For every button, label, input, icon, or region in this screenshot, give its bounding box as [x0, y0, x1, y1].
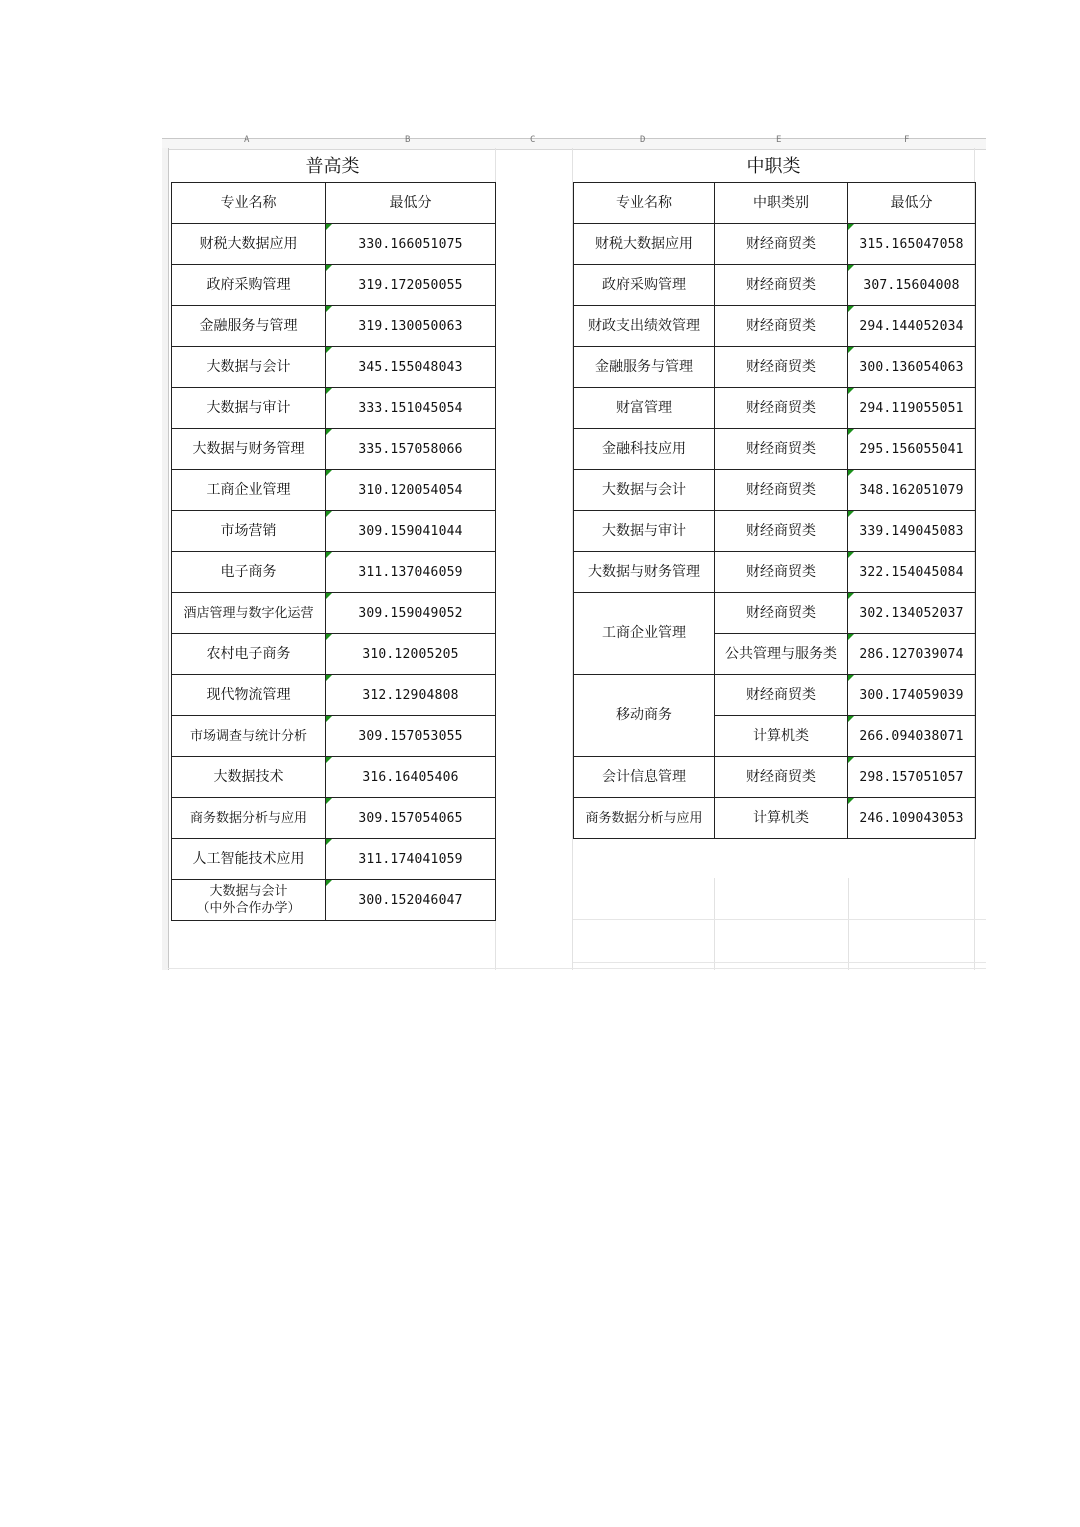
min-score-cell[interactable]: 266.094038071 [848, 716, 976, 757]
major-name-cell[interactable]: 现代物流管理 [172, 675, 326, 716]
header-major-name: 专业名称 [574, 183, 715, 224]
table-row [172, 511, 496, 552]
major-name-cell[interactable]: 工商企业管理 [172, 470, 326, 511]
header-min-score: 最低分 [848, 183, 976, 224]
right-table-body [574, 183, 976, 839]
major-name-cell[interactable]: 大数据与财务管理 [574, 552, 715, 593]
major-name-cell[interactable]: 大数据与财务管理 [172, 429, 326, 470]
min-score-cell[interactable]: 310.12005205 [326, 634, 496, 675]
left-table-title: 普高类 [305, 156, 360, 177]
right-table-title: 中职类 [746, 156, 801, 177]
column-letter-e[interactable]: E [776, 135, 782, 145]
table-row [574, 757, 976, 798]
min-score-cell[interactable]: 300.152046047 [326, 880, 496, 921]
category-cell[interactable]: 财经商贸类 [715, 388, 848, 429]
category-cell[interactable]: 财经商贸类 [715, 593, 848, 634]
category-cell[interactable]: 计算机类 [715, 716, 848, 757]
major-name-cell[interactable]: 财富管理 [574, 388, 715, 429]
grid-line [848, 878, 849, 970]
table-row [172, 675, 496, 716]
min-score-cell[interactable]: 330.166051075 [326, 224, 496, 265]
major-name-cell[interactable]: 市场调查与统计分析 [172, 716, 326, 757]
major-name-cell[interactable]: 电子商务 [172, 552, 326, 593]
major-name-cell[interactable]: 市场营销 [172, 511, 326, 552]
table-row [574, 675, 976, 716]
table-row [172, 593, 496, 634]
grid-line [714, 878, 715, 970]
min-score-cell[interactable]: 345.155048043 [326, 347, 496, 388]
column-header-bar [162, 138, 986, 150]
min-score-cell[interactable]: 311.174041059 [326, 839, 496, 880]
major-name-cell[interactable]: 政府采购管理 [574, 265, 715, 306]
table-row [574, 306, 976, 347]
major-name-cell[interactable]: 人工智能技术应用 [172, 839, 326, 880]
left-table-body [172, 183, 496, 921]
category-cell[interactable]: 财经商贸类 [715, 511, 848, 552]
major-name-cell[interactable]: 大数据与会计 （中外合作办学） [172, 880, 326, 921]
min-score-cell[interactable]: 316.16405406 [326, 757, 496, 798]
major-name-cell[interactable]: 金融服务与管理 [574, 347, 715, 388]
table-row [172, 429, 496, 470]
category-cell[interactable]: 公共管理与服务类 [715, 634, 848, 675]
min-score-cell[interactable]: 295.156055041 [848, 429, 976, 470]
row-header-bar [162, 148, 169, 970]
table-row [172, 388, 496, 429]
table-row [574, 511, 976, 552]
major-name-cell[interactable]: 农村电子商务 [172, 634, 326, 675]
table-row [574, 552, 976, 593]
major-name-cell[interactable]: 金融科技应用 [574, 429, 715, 470]
major-name-cell[interactable]: 大数据技术 [172, 757, 326, 798]
major-name-cell[interactable]: 财税大数据应用 [574, 224, 715, 265]
column-letter-f[interactable]: F [904, 135, 910, 145]
grid-line [573, 919, 986, 920]
column-letter-a[interactable]: A [244, 135, 250, 145]
min-score-cell[interactable]: 309.157053055 [326, 716, 496, 757]
grid-line [168, 968, 986, 969]
table-row [172, 798, 496, 839]
min-score-cell[interactable]: 307.15604008 [848, 265, 976, 306]
table-row [574, 798, 976, 839]
major-name-cell[interactable]: 酒店管理与数字化运营 [172, 593, 326, 634]
min-score-cell[interactable]: 298.157051057 [848, 757, 976, 798]
table-row [574, 224, 976, 265]
category-cell[interactable]: 财经商贸类 [715, 306, 848, 347]
column-letter-b[interactable]: B [405, 135, 411, 145]
header-major-name: 专业名称 [172, 183, 326, 224]
category-cell[interactable]: 财经商贸类 [715, 757, 848, 798]
category-cell[interactable]: 财经商贸类 [715, 265, 848, 306]
category-cell[interactable]: 财经商贸类 [715, 429, 848, 470]
table-header-row [172, 183, 496, 224]
right-score-table [573, 182, 976, 839]
table-row [172, 880, 496, 921]
category-cell[interactable]: 计算机类 [715, 798, 848, 839]
min-score-cell[interactable]: 300.174059039 [848, 675, 976, 716]
major-name-cell[interactable]: 政府采购管理 [172, 265, 326, 306]
min-score-cell[interactable]: 319.172050055 [326, 265, 496, 306]
major-name-cell[interactable]: 大数据与会计 [172, 347, 326, 388]
category-cell[interactable]: 财经商贸类 [715, 470, 848, 511]
table-row [172, 757, 496, 798]
table-row [574, 593, 976, 634]
min-score-cell[interactable]: 309.157054065 [326, 798, 496, 839]
major-name-cell[interactable]: 大数据与审计 [172, 388, 326, 429]
min-score-cell[interactable]: 339.149045083 [848, 511, 976, 552]
min-score-cell[interactable]: 310.120054054 [326, 470, 496, 511]
min-score-cell[interactable]: 309.159041044 [326, 511, 496, 552]
spreadsheet [162, 135, 986, 972]
min-score-cell[interactable]: 300.136054063 [848, 347, 976, 388]
major-name-cell[interactable]: 大数据与会计 [574, 470, 715, 511]
min-score-cell[interactable]: 294.144052034 [848, 306, 976, 347]
table-row [172, 306, 496, 347]
min-score-cell[interactable]: 312.12904808 [326, 675, 496, 716]
left-score-table [171, 182, 496, 921]
table-row [574, 347, 976, 388]
min-score-cell[interactable]: 333.151045054 [326, 388, 496, 429]
major-name-cell[interactable]: 会计信息管理 [574, 757, 715, 798]
table-row [574, 429, 976, 470]
major-name-cell[interactable]: 财政支出绩效管理 [574, 306, 715, 347]
min-score-cell[interactable]: 348.162051079 [848, 470, 976, 511]
table-row [172, 716, 496, 757]
major-name-cell[interactable]: 移动商务 [574, 675, 715, 757]
header-min-score: 最低分 [326, 183, 496, 224]
major-name-cell[interactable]: 工商企业管理 [574, 593, 715, 675]
table-row [172, 470, 496, 511]
category-cell[interactable]: 财经商贸类 [715, 675, 848, 716]
min-score-cell[interactable]: 319.130050063 [326, 306, 496, 347]
table-header-row [574, 183, 976, 224]
table-row [172, 347, 496, 388]
table-row [574, 470, 976, 511]
min-score-cell[interactable]: 246.109043053 [848, 798, 976, 839]
table-row [574, 265, 976, 306]
major-name-cell[interactable]: 商务数据分析与应用 [574, 798, 715, 839]
table-row [172, 634, 496, 675]
min-score-cell[interactable]: 309.159049052 [326, 593, 496, 634]
major-name-cell[interactable]: 商务数据分析与应用 [172, 798, 326, 839]
grid-line [573, 962, 986, 963]
table-row [172, 552, 496, 593]
table-row [172, 839, 496, 880]
min-score-cell[interactable]: 294.119055051 [848, 388, 976, 429]
min-score-cell[interactable]: 302.134052037 [848, 593, 976, 634]
min-score-cell[interactable]: 335.157058066 [326, 429, 496, 470]
min-score-cell[interactable]: 315.165047058 [848, 224, 976, 265]
table-row [172, 265, 496, 306]
major-name-cell[interactable]: 财税大数据应用 [172, 224, 326, 265]
column-letter-c[interactable]: C [530, 135, 536, 145]
table-row [574, 388, 976, 429]
table-row [172, 224, 496, 265]
column-letter-d[interactable]: D [640, 135, 646, 145]
major-name-cell[interactable]: 金融服务与管理 [172, 306, 326, 347]
category-cell[interactable]: 财经商贸类 [715, 552, 848, 593]
min-score-cell[interactable]: 322.154045084 [848, 552, 976, 593]
category-cell[interactable]: 财经商贸类 [715, 224, 848, 265]
min-score-cell[interactable]: 286.127039074 [848, 634, 976, 675]
min-score-cell[interactable]: 311.137046059 [326, 552, 496, 593]
major-name-cell[interactable]: 大数据与审计 [574, 511, 715, 552]
category-cell[interactable]: 财经商贸类 [715, 347, 848, 388]
header-category: 中职类别 [715, 183, 848, 224]
